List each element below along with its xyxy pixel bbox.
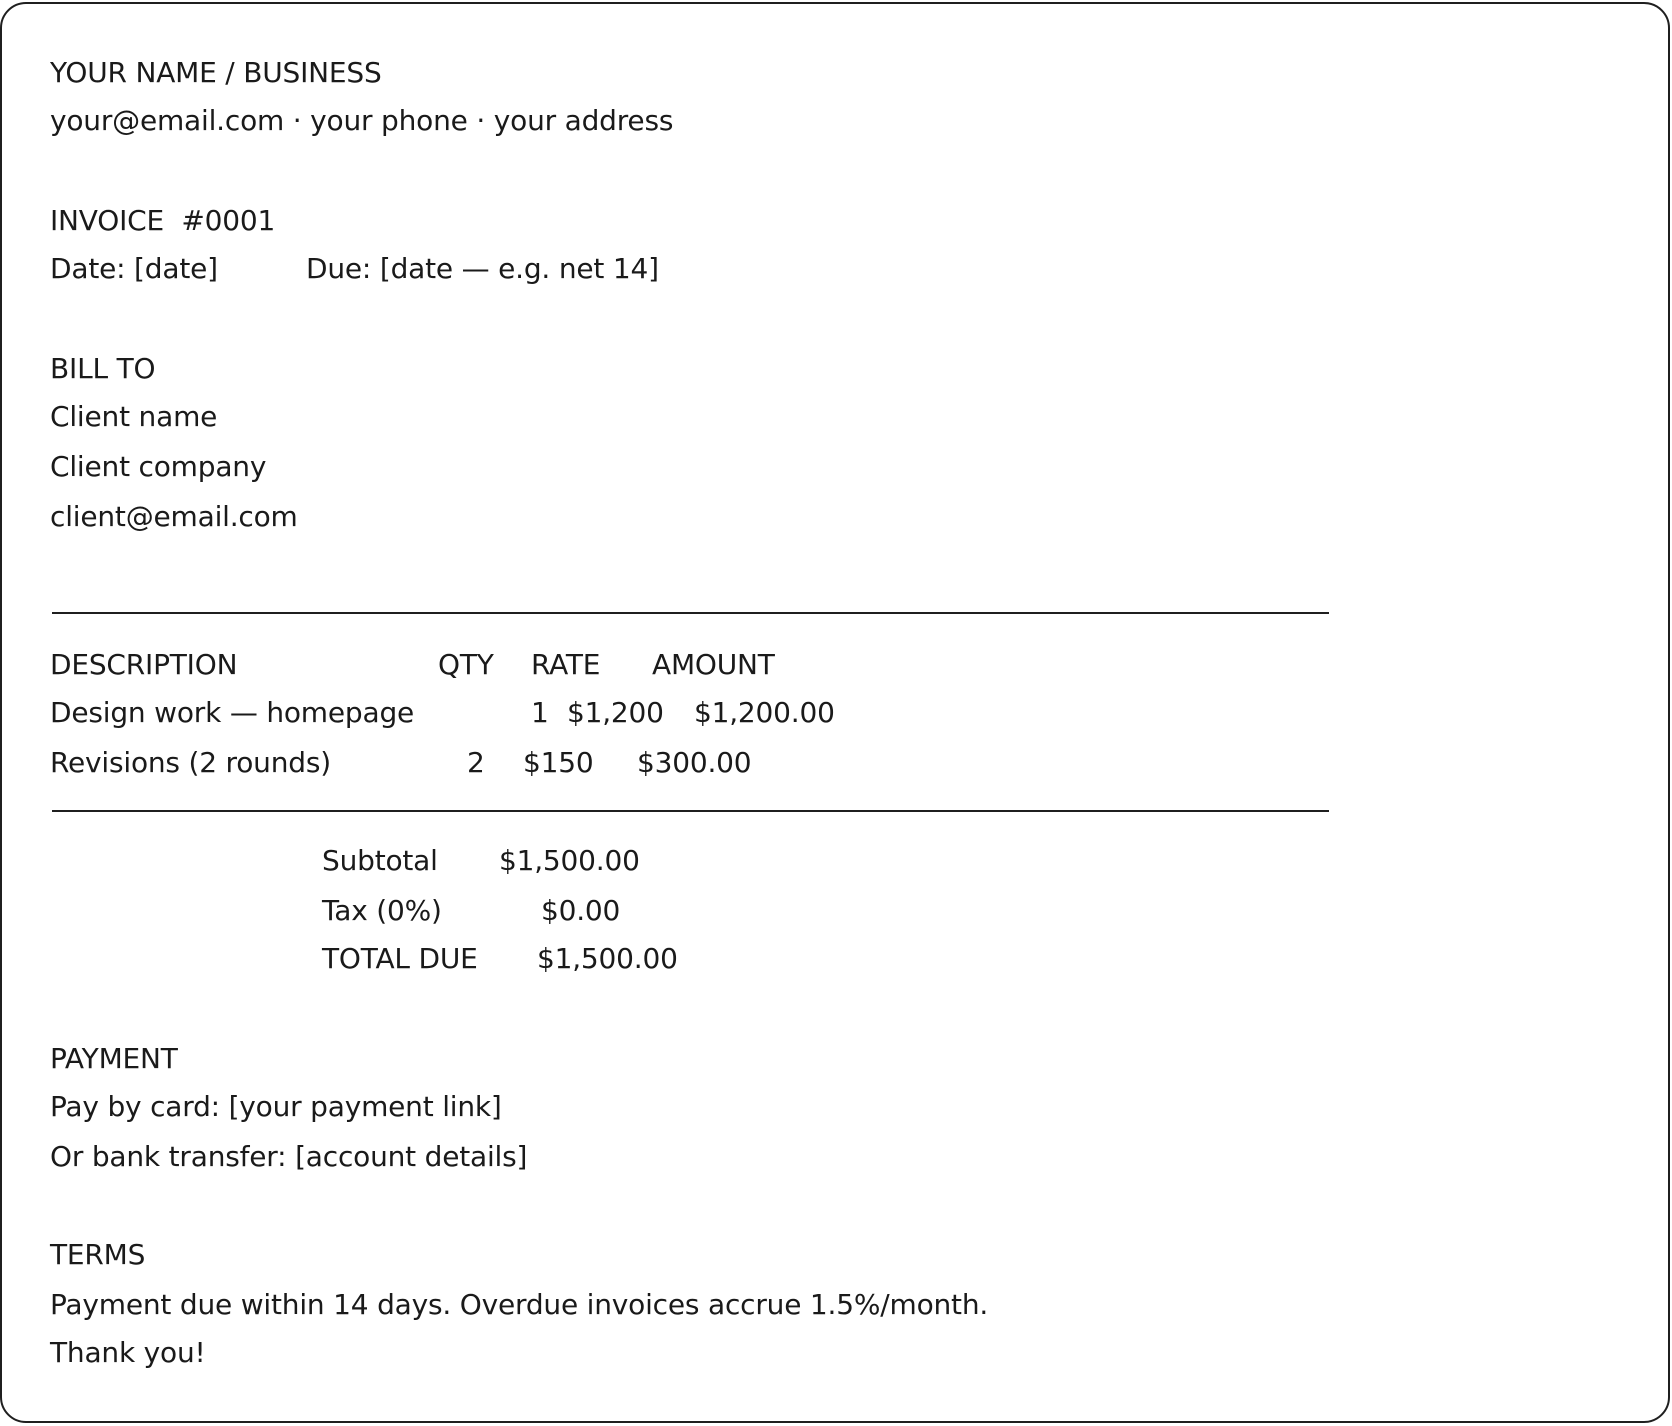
row-description: Design work — homepage <box>50 696 415 729</box>
payment-heading: PAYMENT <box>50 1042 178 1075</box>
thank-you-note: Thank you! <box>50 1336 206 1369</box>
invoice-due-date: Due: [date — e.g. net 14] <box>306 252 659 285</box>
terms-heading: TERMS <box>50 1238 146 1271</box>
header-amount: AMOUNT <box>652 648 775 681</box>
invoice-date: Date: [date] <box>50 252 218 285</box>
payment-bank-line: Or bank transfer: [account details] <box>50 1140 528 1173</box>
header-description: DESCRIPTION <box>50 648 238 681</box>
header-rate: RATE <box>531 648 601 681</box>
bill-to-heading: BILL TO <box>50 352 156 385</box>
row-rate: $150 <box>523 746 594 779</box>
row-rate: $1,200 <box>567 696 664 729</box>
row-description: Revisions (2 rounds) <box>50 746 331 779</box>
tax-value: $0.00 <box>541 894 621 927</box>
invoice-document <box>0 2 1670 1423</box>
client-email: client@email.com <box>50 500 298 533</box>
invoice-title: INVOICE #0001 <box>50 204 276 237</box>
payment-card-line: Pay by card: [your payment link] <box>50 1090 502 1123</box>
table-top-divider <box>52 612 1329 614</box>
subtotal-label: Subtotal <box>322 844 438 877</box>
tax-label: Tax (0%) <box>322 894 442 927</box>
sender-contact: your@email.com · your phone · your address <box>50 104 674 137</box>
table-bottom-divider <box>52 810 1329 812</box>
total-due-value: $1,500.00 <box>537 942 678 975</box>
row-amount: $1,200.00 <box>694 696 835 729</box>
header-qty: QTY <box>438 648 494 681</box>
client-company: Client company <box>50 450 267 483</box>
client-name: Client name <box>50 400 218 433</box>
sender-name: YOUR NAME / BUSINESS <box>50 56 382 89</box>
row-qty: 2 <box>467 746 485 779</box>
row-amount: $300.00 <box>637 746 752 779</box>
row-qty: 1 <box>531 696 549 729</box>
total-due-label: TOTAL DUE <box>322 942 478 975</box>
terms-text: Payment due within 14 days. Overdue invoices accrue 1.5%/month. <box>50 1288 989 1321</box>
subtotal-value: $1,500.00 <box>499 844 640 877</box>
